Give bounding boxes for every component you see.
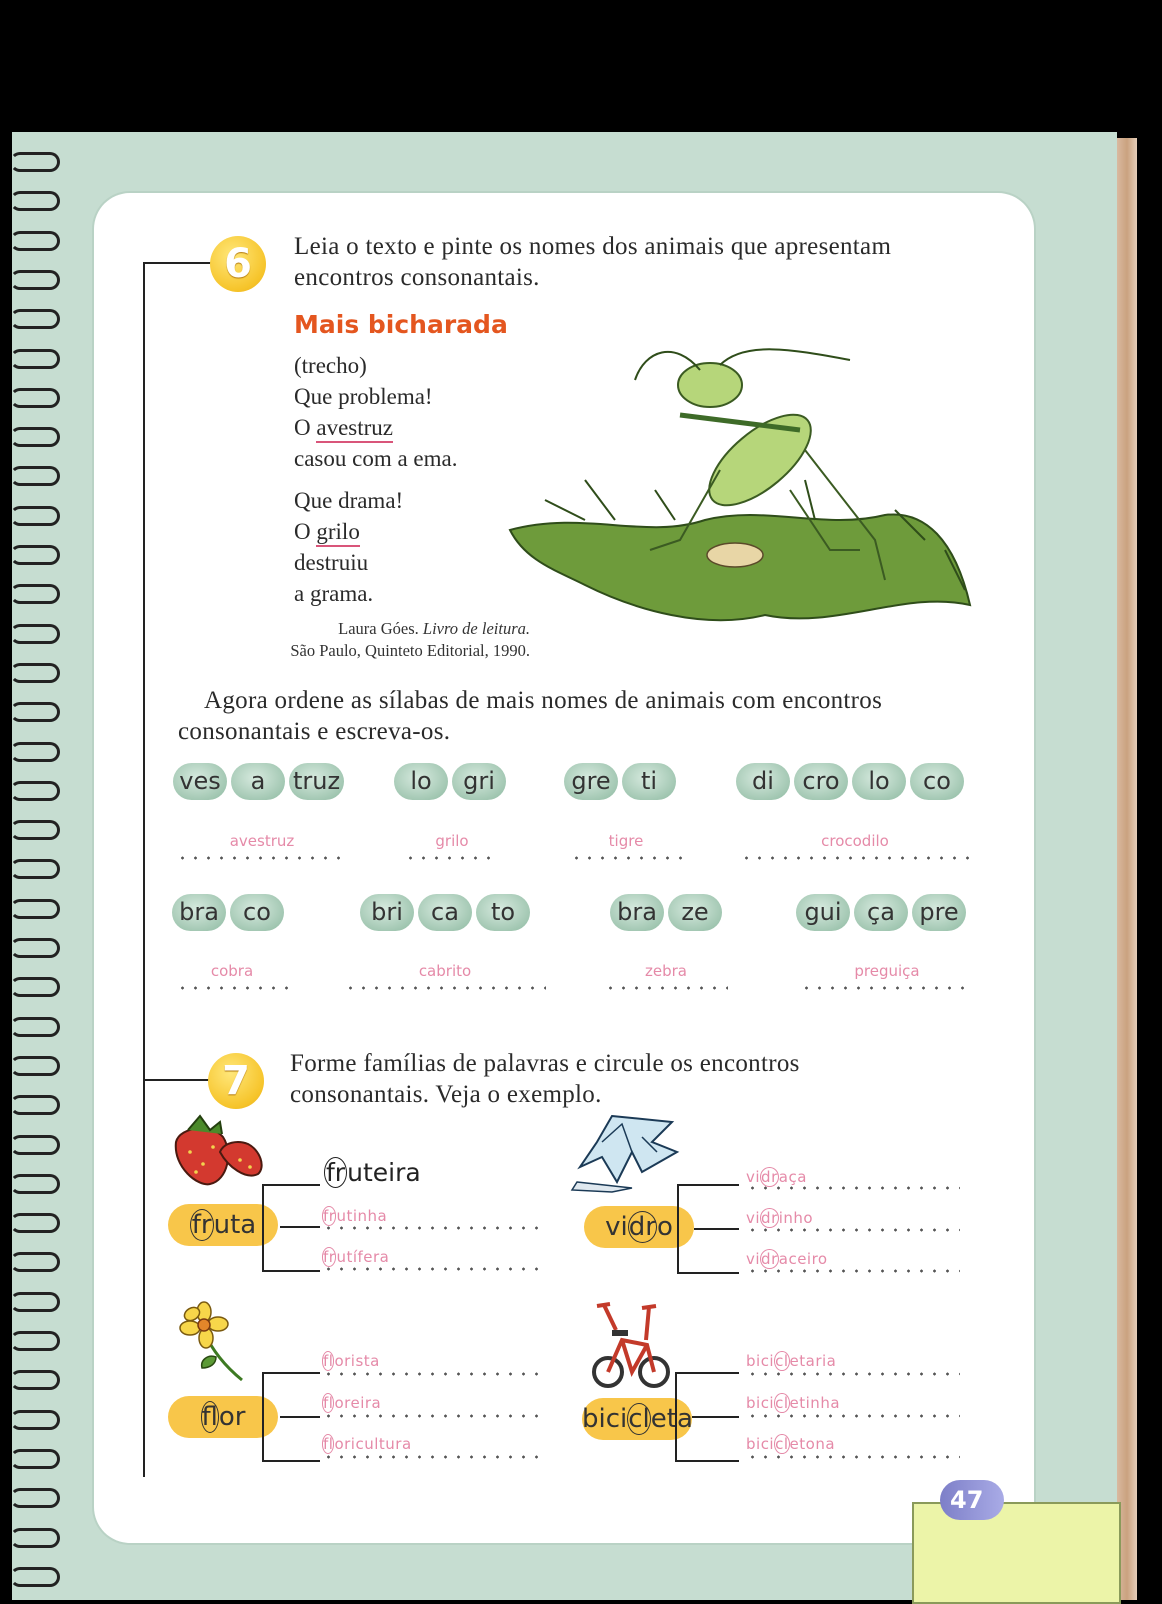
syllable-group-zebra <box>610 894 722 931</box>
page-number: 47 <box>940 1480 1004 1520</box>
tree-branch <box>694 1228 739 1230</box>
instruction-line: consonantais. Veja o exemplo. <box>290 1081 602 1108</box>
answer-line[interactable] <box>746 1372 960 1376</box>
spiral-ring <box>10 938 60 958</box>
word-pre: vi <box>746 1209 761 1227</box>
poem-text: O <box>294 519 317 544</box>
spiral-ring <box>10 1174 60 1194</box>
answer-line[interactable] <box>322 1372 540 1376</box>
page-corner-tab <box>912 1502 1121 1604</box>
instruction-line: Agora ordene as sílabas de mais nomes de animais com encontros <box>204 687 883 714</box>
word-rest: aceiro <box>778 1250 828 1268</box>
cluster-circle: dr <box>761 1168 778 1186</box>
syllable-chip[interactable]: truz <box>289 763 344 800</box>
cluster-circle: fr <box>323 1207 336 1225</box>
spiral-coil <box>10 464 58 484</box>
answer-line[interactable] <box>322 1414 540 1418</box>
spiral-ring <box>10 270 60 290</box>
poem-line: Que problema! <box>294 384 433 409</box>
word-pre: vi <box>746 1168 761 1186</box>
cluster-circle: fl <box>201 1402 218 1432</box>
animal-word-avestruz[interactable]: avestruz <box>316 415 393 443</box>
spiral-ring <box>10 781 60 801</box>
spiral-ring <box>10 977 60 997</box>
family-answer <box>746 1250 828 1268</box>
spiral-ring <box>10 624 60 644</box>
glass-shards-illustration <box>572 1112 684 1194</box>
spiral-coil <box>10 661 58 681</box>
spiral-ring <box>10 1567 60 1587</box>
cluster-circle: dr <box>761 1209 778 1227</box>
spiral-coil <box>10 1447 58 1467</box>
cluster-circle: cl <box>775 1394 789 1412</box>
spiral-coil <box>10 1093 58 1113</box>
syllable-chip[interactable]: cro <box>794 763 848 800</box>
tree-branch <box>262 1372 320 1374</box>
syllable-group-crocodilo <box>736 763 964 800</box>
spiral-coil <box>10 740 58 760</box>
cluster-circle: fr <box>191 1210 212 1240</box>
spiral-coil <box>10 700 58 720</box>
spiral-coil <box>10 150 58 170</box>
poem-text: O <box>294 415 317 440</box>
word-pre: bici <box>746 1435 775 1453</box>
word-pre: bici <box>582 1404 628 1434</box>
syllable-chip[interactable]: ves <box>173 763 227 800</box>
poem-stanza-1 <box>294 350 457 474</box>
instruction-line: Leia o texto e pinte os nomes dos animais que apresentam <box>294 233 892 260</box>
spiral-coil <box>10 189 58 209</box>
exercise-7-badge: 7 <box>208 1053 264 1109</box>
spiral-ring <box>10 1292 60 1312</box>
word-rest: oricultura <box>334 1435 412 1453</box>
spiral-coil <box>10 936 58 956</box>
word-rest: orista <box>334 1352 380 1370</box>
poem-line: Que drama! <box>294 488 404 513</box>
word-pre: vi <box>605 1212 628 1242</box>
word-rest: utinha <box>336 1207 388 1225</box>
spiral-coil <box>10 504 58 524</box>
syllable-chip[interactable]: ca <box>418 894 472 931</box>
spiral-coil <box>10 1015 58 1035</box>
bracket-tick-7 <box>143 1079 213 1081</box>
syllable-chip[interactable]: gri <box>452 763 506 800</box>
tree-branch <box>675 1372 739 1374</box>
poem-line <box>294 412 457 443</box>
spiral-coil <box>10 818 58 838</box>
word-rest: uta <box>213 1210 257 1240</box>
answer-line[interactable] <box>746 1414 960 1418</box>
spiral-coil <box>10 1250 58 1270</box>
syllable-chip[interactable]: co <box>910 763 964 800</box>
spiral-coil <box>10 1408 58 1428</box>
tree-branch <box>262 1270 320 1272</box>
answer-line[interactable] <box>176 856 348 860</box>
spiral-ring <box>10 1135 60 1155</box>
syllable-chip[interactable]: ze <box>668 894 722 931</box>
syllable-chip[interactable]: co <box>230 894 284 931</box>
word-pre: bici <box>746 1394 775 1412</box>
syllable-chip[interactable]: bra <box>172 894 226 931</box>
spiral-ring <box>10 742 60 762</box>
family-answer <box>746 1435 835 1453</box>
spiral-coil <box>10 1565 58 1585</box>
bracket-tick-6 <box>143 262 213 264</box>
tree-branch <box>675 1460 739 1462</box>
spiral-ring <box>10 1252 60 1272</box>
spiral-ring <box>10 545 60 565</box>
family-answer <box>746 1394 840 1412</box>
spiral-ring <box>10 899 60 919</box>
credit-publisher: São Paulo, Quinteto Editorial, 1990. <box>290 641 530 660</box>
instruction-line: encontros consonantais. <box>294 264 540 291</box>
spiral-ring <box>10 1488 60 1508</box>
word-rest: etaria <box>789 1352 837 1370</box>
word-pre: bici <box>746 1352 775 1370</box>
exercise-6-instruction <box>294 231 891 293</box>
spiral-ring <box>10 309 60 329</box>
answer-text: crocodilo <box>821 832 889 850</box>
syllable-chip[interactable]: a <box>231 763 285 800</box>
flower-illustration <box>178 1302 250 1384</box>
syllable-group-cabrito <box>360 894 530 931</box>
poem-credit <box>200 618 530 662</box>
poem-line <box>294 516 403 547</box>
answer-line[interactable] <box>604 986 728 990</box>
family-answer <box>746 1209 813 1227</box>
syllable-chip[interactable]: ti <box>622 763 676 800</box>
syllable-chip[interactable]: bra <box>610 894 664 931</box>
animal-word-grilo[interactable]: grilo <box>316 519 359 547</box>
spiral-ring <box>10 1017 60 1037</box>
poem-title: Mais bicharada <box>294 310 508 339</box>
tree-branch <box>677 1184 679 1272</box>
spiral-ring <box>10 702 60 722</box>
spiral-ring <box>10 584 60 604</box>
spiral-ring <box>10 506 60 526</box>
word-rest: eta <box>650 1404 693 1434</box>
tree-branch <box>262 1372 264 1460</box>
family-answer <box>322 1207 387 1225</box>
spiral-ring <box>10 191 60 211</box>
syllable-group-grilo <box>394 763 506 800</box>
spiral-coil <box>10 543 58 563</box>
poem-stanza-2 <box>294 485 403 609</box>
answer-text: zebra <box>645 962 687 980</box>
syllable-chip[interactable]: lo <box>394 763 448 800</box>
syllable-group-tigre <box>564 763 676 800</box>
strawberry-illustration <box>168 1112 266 1188</box>
spiral-coil <box>10 582 58 602</box>
syllable-group-avestruz <box>173 763 344 800</box>
cluster-circle: cl <box>775 1435 789 1453</box>
answer-line[interactable] <box>746 1186 960 1190</box>
word-rest: or <box>218 1402 246 1432</box>
spiral-coil <box>10 1329 58 1349</box>
credit-author: Laura Góes. <box>338 619 423 638</box>
answer-line[interactable] <box>322 1226 540 1230</box>
spiral-coil <box>10 268 58 288</box>
spiral-ring <box>10 1410 60 1430</box>
answer-line[interactable] <box>176 986 288 990</box>
cluster-circle: dr <box>761 1250 778 1268</box>
spiral-coil <box>10 622 58 642</box>
word-rest: oreira <box>334 1394 382 1412</box>
spiral-coil <box>10 1054 58 1074</box>
spiral-coil <box>10 975 58 995</box>
word-rest: etona <box>789 1435 836 1453</box>
spiral-coil <box>10 1290 58 1310</box>
cluster-circle: fl <box>323 1352 334 1370</box>
spiral-coil <box>10 307 58 327</box>
spiral-coil <box>10 779 58 799</box>
spiral-ring <box>10 466 60 486</box>
family-answer <box>322 1394 381 1412</box>
spiral-coil <box>10 229 58 249</box>
syllable-chip[interactable]: pre <box>912 894 966 931</box>
credit-book: Livro de leitura. <box>422 619 530 638</box>
word-rest: aça <box>778 1168 807 1186</box>
cluster-circle: fr <box>326 1158 346 1187</box>
grasshopper-illustration <box>505 340 975 645</box>
answer-line[interactable] <box>404 856 500 860</box>
instruction-line: Forme famílias de palavras e circule os encontros <box>290 1050 800 1077</box>
word-rest: utífera <box>336 1248 390 1266</box>
cluster-circle: fr <box>323 1248 336 1266</box>
instruction-line: consonantais e escreva-os. <box>178 718 451 745</box>
syllable-chip[interactable]: di <box>736 763 790 800</box>
cluster-circle: dr <box>628 1212 656 1242</box>
spiral-ring <box>10 1331 60 1351</box>
spiral-coil <box>10 386 58 406</box>
syllable-chip[interactable]: to <box>476 894 530 931</box>
exercise-bracket <box>143 262 145 1477</box>
poem-line: casou com a ema. <box>294 446 458 471</box>
spiral-ring <box>10 349 60 369</box>
exercise-6-badge: 6 <box>210 236 266 292</box>
tree-branch <box>280 1226 320 1228</box>
cluster-circle: fl <box>323 1435 334 1453</box>
credit-line <box>200 618 530 640</box>
spiral-ring <box>10 859 60 879</box>
spiral-coil <box>10 1486 58 1506</box>
tree-branch <box>262 1184 264 1270</box>
cluster-circle: cl <box>628 1404 650 1434</box>
syllable-group-cobra <box>172 894 284 931</box>
spiral-coil <box>10 425 58 445</box>
spiral-ring <box>10 1056 60 1076</box>
exercise-6-instruction-2 <box>178 685 882 747</box>
exercise-7-instruction <box>290 1048 800 1110</box>
family-answer <box>746 1352 836 1370</box>
spiral-ring <box>10 388 60 408</box>
spiral-ring <box>10 1449 60 1469</box>
spiral-coil <box>10 1133 58 1153</box>
spiral-coil <box>10 1368 58 1388</box>
answer-text: cobra <box>210 962 254 980</box>
cluster-circle: cl <box>775 1352 789 1370</box>
spiral-ring <box>10 1370 60 1390</box>
answer-line[interactable] <box>570 856 682 860</box>
word-pre: vi <box>746 1250 761 1268</box>
poem-line: a grama. <box>294 581 374 606</box>
spiral-coil <box>10 1172 58 1192</box>
spiral-ring <box>10 1528 60 1548</box>
spiral-binding <box>0 140 60 1600</box>
answer-line[interactable] <box>746 1269 960 1273</box>
word-rest: uteira <box>347 1158 421 1187</box>
tree-branch <box>262 1460 320 1462</box>
spiral-coil <box>10 1526 58 1546</box>
family-answer <box>322 1248 389 1266</box>
syllable-chip[interactable]: ça <box>854 894 908 931</box>
spiral-ring <box>10 231 60 251</box>
poem-line: (trecho) <box>294 353 367 378</box>
family-answer <box>322 1352 380 1370</box>
spiral-coil <box>10 857 58 877</box>
answer-line[interactable] <box>322 1267 540 1271</box>
answer-line[interactable] <box>344 986 546 990</box>
tree-branch <box>675 1372 677 1460</box>
syllable-chip[interactable]: gre <box>564 763 618 800</box>
word-rest: o <box>656 1212 673 1242</box>
spiral-ring <box>10 427 60 447</box>
tree-branch <box>262 1184 320 1186</box>
answer-text: cabrito <box>418 962 472 980</box>
poem-line: destruiu <box>294 550 369 575</box>
page-edge <box>1117 138 1137 1600</box>
answer-text: preguiça <box>854 962 920 980</box>
spiral-ring <box>10 1095 60 1115</box>
answer-text: tigre <box>608 832 644 850</box>
answer-text: grilo <box>435 832 469 850</box>
syllable-chip[interactable]: lo <box>852 763 906 800</box>
syllable-group-preguica <box>796 894 966 931</box>
answer-line[interactable] <box>740 856 970 860</box>
tree-branch <box>677 1272 739 1274</box>
answer-line[interactable] <box>800 986 974 990</box>
answer-text: avestruz <box>229 832 295 850</box>
bicycle-illustration <box>592 1300 672 1398</box>
example-word <box>324 1158 421 1187</box>
word-rest: inho <box>778 1209 814 1227</box>
spiral-ring <box>10 820 60 840</box>
tree-branch <box>692 1416 739 1418</box>
tree-branch <box>677 1184 739 1186</box>
word-rest: etinha <box>789 1394 841 1412</box>
syllable-chip[interactable]: bri <box>360 894 414 931</box>
tree-branch <box>280 1416 320 1418</box>
answer-line[interactable] <box>746 1455 960 1459</box>
family-answer <box>746 1168 807 1186</box>
cluster-circle: fl <box>323 1394 334 1412</box>
answer-line[interactable] <box>322 1455 540 1459</box>
syllable-chip[interactable]: gui <box>796 894 850 931</box>
spiral-coil <box>10 1211 58 1231</box>
family-answer <box>322 1435 412 1453</box>
spiral-ring <box>10 663 60 683</box>
spiral-ring <box>10 1213 60 1233</box>
spiral-coil <box>10 897 58 917</box>
spiral-coil <box>10 347 58 367</box>
spiral-ring <box>10 152 60 172</box>
answer-line[interactable] <box>746 1228 960 1232</box>
